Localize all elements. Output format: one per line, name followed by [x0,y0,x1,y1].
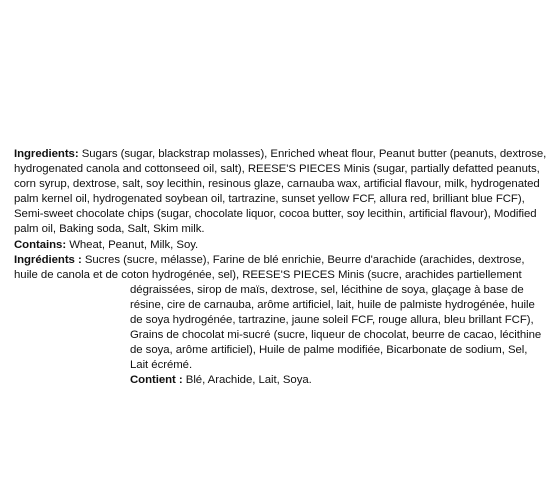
ingredients-fr-line: Grains de chocolat mi-sucré (sucre, liqueur de chocolat, beurre de cacao, lécithine [130,329,542,342]
ingredients-line: hydrogenated canola and cottonseed oil, salt), REESE'S PIECES Minis (sugar, partially defatted peanuts, [14,163,540,176]
ingredients-fr-line [14,253,525,268]
ingredients-fr-line: de soya hydrogénée, tartrazine, jaune soleil FCF, rouge allura, bleu brillant FCF), [130,314,534,327]
ingredients-line: palm oil, Baking soda, Salt, Skim milk. [14,223,205,236]
contains-text: Wheat, Peanut, Milk, Soy. [66,238,199,251]
ingredients-fr-line: Lait écrémé. [130,359,193,372]
ingredients-fr-line: résine, cire de carnauba, arôme artificiel, lait, huile de palmiste hydrogénée, huile [130,298,535,311]
ingredients-text: Sugars (sugar, blackstrap molasses), Enriched wheat flour, Peanut butter (peanuts, dextrose, [78,148,546,160]
contains-heading: Contains: [14,238,67,251]
ingredients-fr-line: de soya, arôme artificiel), Huile de palme modifiée, Bicarbonate de sodium, Sel, [130,344,528,357]
ingredients-heading: Ingredients: [14,148,79,160]
contains-line [14,238,490,253]
ingredient-label [14,147,546,389]
ingredients-fr-line: dégraissées, sirop de maïs, dextrose, sel, lécithine de soya, glaçage à base de [130,283,524,296]
ingredients-fr-text: Sucres (sucre, mélasse), Farine de blé enrichie, Beurre d'arachide (arachides, dextrose, [81,253,525,266]
ingredients-line: palm kernel oil, hydrogenated soybean oil, tartrazine, sunset yellow FCF, allura red, brilliant blue FCF), [14,193,525,206]
ingredients-line [14,147,546,162]
ingredients-line: Semi-sweet chocolate chips (sugar, chocolate liquor, cocoa butter, soy lecithin, artificial flavour), Modified [14,208,537,221]
ingredients-line: corn syrup, dextrose, salt, soy lecithin, resinous glaze, carnauba wax, artificial flavour, milk, hydrogenated [14,178,540,191]
contains-fr-text: Blé, Arachide, Lait, Soya. [182,374,312,387]
contains-fr-line [14,373,490,388]
contains-fr-heading: Contient : [130,374,183,387]
ingredients-fr-line: huile de canola et de coton hydrogénée, sel), REESE'S PIECES Minis (sucre, arachides partiellement [14,268,522,281]
ingredients-fr-heading: Ingrédients : [14,253,82,266]
